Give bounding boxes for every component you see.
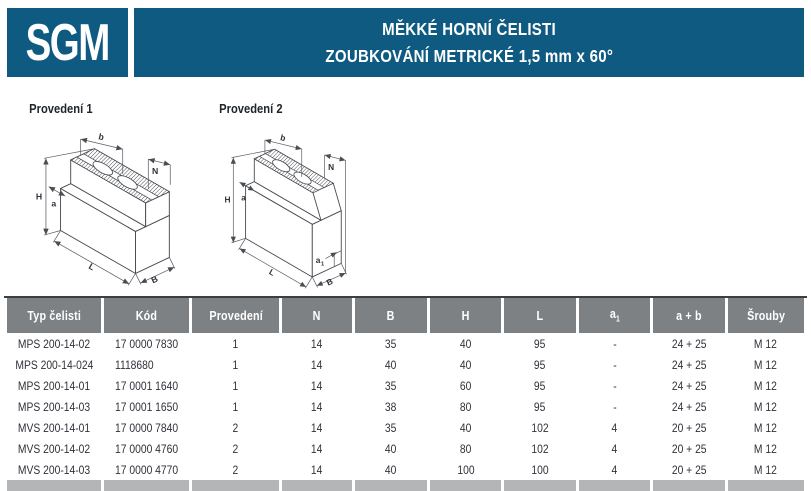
- dim-label-L: L: [267, 266, 277, 278]
- spec-table-wrap: [4, 296, 807, 491]
- header-bar: [7, 8, 804, 77]
- band-cell: [355, 480, 427, 491]
- table-cell: 100: [531, 462, 549, 477]
- column-header: L: [504, 298, 575, 333]
- column-header: H: [430, 298, 501, 333]
- band-cell: [728, 480, 804, 491]
- table-cell: -: [612, 357, 617, 372]
- column-header: Typ čelisti: [7, 298, 101, 333]
- table-cell: 95: [534, 336, 546, 351]
- table-bottom-band: [7, 480, 804, 491]
- table-row: [7, 417, 804, 438]
- table-cell: 40: [460, 420, 472, 435]
- title-box: [134, 8, 804, 77]
- table-cell: 14: [311, 378, 323, 393]
- table-cell: -: [612, 378, 617, 393]
- band-cell: [504, 480, 575, 491]
- table-row: [7, 333, 804, 354]
- table-cell: 40: [385, 441, 397, 456]
- table-cell: 20 + 25: [671, 420, 707, 435]
- table-cell: M 12: [754, 336, 778, 351]
- band-cell: [7, 480, 101, 491]
- table-cell: 4: [611, 462, 618, 477]
- table-cell: MPS 200-14-02: [18, 336, 91, 351]
- drawings-row: [24, 101, 414, 296]
- dim-line-N: [148, 159, 170, 164]
- band-cell: [653, 480, 724, 491]
- table-cell: 100: [457, 462, 475, 477]
- table-cell: MPS 200-14-03: [18, 399, 91, 414]
- dim-label-B: B: [324, 275, 335, 288]
- table-cell: M 12: [754, 378, 778, 393]
- table-cell: 2: [232, 420, 239, 435]
- spec-table: [4, 298, 807, 491]
- ext-line: [136, 273, 141, 284]
- band-cell: [104, 480, 188, 491]
- table-cell: 102: [531, 420, 549, 435]
- table-cell: M 12: [754, 462, 778, 477]
- page-title-line2: ZOUBKOVÁNÍ METRICKÉ 1,5 mm x 60°: [325, 45, 613, 66]
- table-cell: 40: [460, 357, 472, 372]
- table-cell: 80: [460, 441, 472, 456]
- band-cell: [282, 480, 351, 491]
- column-header: Šrouby: [728, 298, 804, 333]
- table-cell: 17 0001 1650: [115, 399, 179, 414]
- table-row: [7, 354, 804, 375]
- table-cell: 17 0000 7840: [115, 420, 179, 435]
- table-cell: 14: [311, 420, 323, 435]
- table-cell: M 12: [754, 420, 778, 435]
- table-cell: 60: [460, 378, 472, 393]
- table-cell: -: [612, 399, 617, 414]
- brand-logo: SGM: [25, 13, 110, 72]
- table-cell: 4: [611, 420, 618, 435]
- dim-label-N: N: [328, 161, 335, 172]
- logo-box: [7, 8, 128, 77]
- table-cell: 95: [534, 399, 546, 414]
- table-cell: 24 + 25: [671, 336, 707, 351]
- table-cell: -: [612, 336, 617, 351]
- table-cell: 14: [311, 399, 323, 414]
- table-cell: MPS 200-14-024: [15, 357, 94, 372]
- dim-label-b: b: [97, 131, 106, 143]
- table-cell: 102: [531, 441, 549, 456]
- table-cell: 1: [232, 336, 239, 351]
- ext-line: [169, 257, 174, 268]
- table-cell: M 12: [754, 357, 778, 372]
- dim-label-N: N: [151, 165, 159, 176]
- jaw-isometric-drawing-2: [214, 119, 414, 291]
- band-cell: [192, 480, 279, 491]
- table-cell: M 12: [754, 399, 778, 414]
- table-cell: 40: [385, 357, 397, 372]
- column-header: Kód: [104, 298, 188, 333]
- table-cell: MVS 200-14-03: [18, 462, 91, 477]
- column-header: N: [282, 298, 351, 333]
- table-cell: 2: [232, 462, 239, 477]
- band-cell: [430, 480, 501, 491]
- table-cell: MVS 200-14-01: [18, 420, 91, 435]
- drawing-provedeni-2: [214, 101, 414, 296]
- column-header: a + b: [653, 298, 724, 333]
- dim-label-a: a: [51, 198, 57, 209]
- drawing-provedeni-1: [24, 101, 214, 296]
- table-cell: 95: [534, 378, 546, 393]
- drawing-label: Provedení 1: [29, 101, 93, 116]
- table-cell: 40: [385, 462, 397, 477]
- table-cell: 1118680: [115, 357, 155, 372]
- dim-line-N: [325, 155, 346, 160]
- page-title-line1: MĚKKÉ HORNÍ ČELISTI: [382, 19, 556, 40]
- table-cell: 17 0000 4760: [115, 441, 179, 456]
- table-cell: 14: [311, 357, 323, 372]
- table-cell: 95: [534, 357, 546, 372]
- column-header: $a_1$: [579, 298, 650, 333]
- table-cell: MVS 200-14-02: [18, 441, 91, 456]
- table-cell: 1: [232, 399, 239, 414]
- table-cell: 14: [311, 462, 323, 477]
- jaw-isometric-drawing-1: [24, 119, 214, 289]
- table-cell: 1: [232, 357, 239, 372]
- table-cell: 24 + 25: [671, 378, 707, 393]
- dim-label-a: a: [241, 192, 246, 203]
- table-cell: 38: [385, 399, 397, 414]
- table-cell: M 12: [754, 441, 778, 456]
- table-cell: MPS 200-14-01: [18, 378, 91, 393]
- table-cell: 14: [311, 441, 323, 456]
- band-cell: [579, 480, 650, 491]
- table-cell: 17 0001 1640: [115, 378, 179, 393]
- ext-line: [128, 273, 135, 285]
- column-header: Provedení: [192, 298, 279, 333]
- ext-line: [305, 277, 312, 288]
- table-cell: 20 + 25: [671, 462, 707, 477]
- dim-label-H: H: [224, 194, 231, 205]
- dim-label-b: b: [279, 132, 287, 144]
- dim-label-L: L: [86, 261, 97, 273]
- table-cell: 17 0000 4770: [115, 462, 179, 477]
- table-row: [7, 396, 804, 417]
- table-row: [7, 375, 804, 396]
- dim-label-a1-sub: 1: [321, 261, 325, 268]
- table-cell: 20 + 25: [671, 441, 707, 456]
- table-cell: 35: [385, 378, 397, 393]
- table-cell: 35: [385, 420, 397, 435]
- table-cell: 35: [385, 336, 397, 351]
- drawing-label: Provedení 2: [219, 101, 283, 116]
- table-cell: 40: [460, 336, 472, 351]
- table-cell: 1: [232, 378, 239, 393]
- table-cell: 2: [232, 441, 239, 456]
- column-header: B: [355, 298, 427, 333]
- table-cell: 4: [611, 441, 618, 456]
- table-header-row: [7, 298, 804, 333]
- table-cell: 17 0000 7830: [115, 336, 179, 351]
- table-cell: 24 + 25: [671, 357, 707, 372]
- dim-label-H: H: [35, 191, 43, 202]
- table-row: [7, 438, 804, 459]
- table-cell: 80: [460, 399, 472, 414]
- table-cell: 24 + 25: [671, 399, 707, 414]
- dim-label-a1: a: [315, 254, 321, 265]
- table-cell: 14: [311, 336, 323, 351]
- dim-label-B: B: [149, 273, 160, 286]
